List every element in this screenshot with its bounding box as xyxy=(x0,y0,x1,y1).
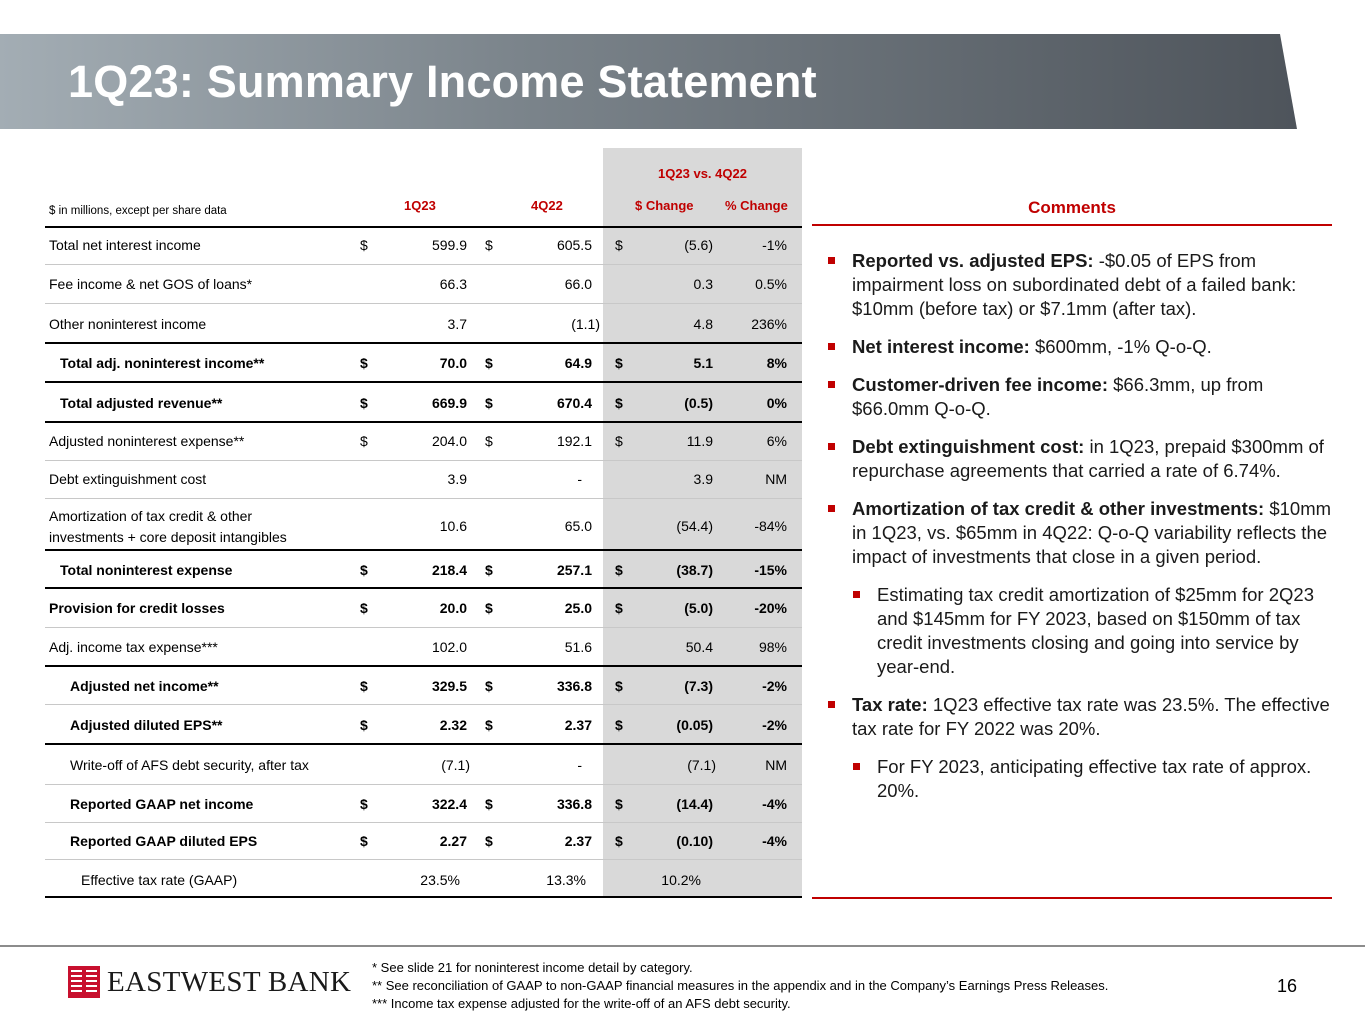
value-pct-change: -4% xyxy=(762,833,787,849)
value-pct-change: NM xyxy=(765,471,787,487)
change-group-header: 1Q23 vs. 4Q22 xyxy=(658,166,747,181)
value-1q23: 2.32 xyxy=(439,717,467,733)
footnote: *** Income tax expense adjusted for the write-off of an AFS debt security. xyxy=(372,996,791,1011)
value-4q22: 64.9 xyxy=(564,355,592,371)
list-item: Customer-driven fee income: $66.3mm, up from $66.0mm Q-o-Q. xyxy=(826,373,1336,421)
row-label: Other noninterest income xyxy=(49,316,207,332)
value-pct-change: NM xyxy=(765,757,787,773)
page-title: 1Q23: Summary Income Statement xyxy=(68,56,817,107)
row-divider xyxy=(45,264,802,265)
value-4q22: - xyxy=(577,757,582,773)
table-bottom-border xyxy=(45,896,802,898)
value-1q23: 3.9 xyxy=(447,471,467,487)
row-divider xyxy=(45,627,802,628)
value-dollar-change: (7.3) xyxy=(684,678,713,694)
currency-sign: $ xyxy=(360,433,368,449)
value-pct-change: -2% xyxy=(762,678,787,694)
currency-sign: $ xyxy=(485,833,493,849)
logo-wordmark: EASTWEST BANK xyxy=(107,966,352,998)
value-4q22: 13.3% xyxy=(546,872,586,888)
currency-sign: $ xyxy=(360,600,368,616)
value-4q22: 2.37 xyxy=(564,833,592,849)
footnote: * See slide 21 for noninterest income detail by category. xyxy=(372,960,693,975)
currency-sign: $ xyxy=(485,237,493,253)
value-dollar-change: 4.8 xyxy=(693,316,713,332)
header-divider xyxy=(45,226,802,228)
currency-sign: $ xyxy=(485,796,493,812)
currency-sign: $ xyxy=(615,237,623,253)
row-divider xyxy=(45,549,802,551)
list-item: Reported vs. adjusted EPS: -$0.05 of EPS from impairment loss on subordinated debt of a failed bank: $10mm (before tax) or $7.1mm (after tax). xyxy=(826,249,1336,321)
value-dollar-change: (7.1) xyxy=(687,757,716,773)
row-label: Effective tax rate (GAAP) xyxy=(81,872,238,888)
value-dollar-change: 10.2% xyxy=(661,872,701,888)
value-1q23: 23.5% xyxy=(420,872,460,888)
units-note: $ in millions, except per share data xyxy=(49,205,227,217)
value-4q22: 192.1 xyxy=(556,433,592,449)
value-1q23: 10.6 xyxy=(439,518,467,534)
currency-sign: $ xyxy=(360,562,368,578)
value-4q22: 670.4 xyxy=(556,395,592,411)
currency-sign: $ xyxy=(360,395,368,411)
value-pct-change: 8% xyxy=(766,355,787,371)
list-item: Net interest income: $600mm, -1% Q-o-Q. xyxy=(826,335,1336,359)
east-west-bank-logo xyxy=(68,966,352,998)
value-pct-change: 236% xyxy=(751,316,787,332)
currency-sign: $ xyxy=(360,355,368,371)
currency-sign: $ xyxy=(615,395,623,411)
value-dollar-change: 11.9 xyxy=(686,433,713,449)
comments-bottom-rule xyxy=(812,897,1332,899)
currency-sign: $ xyxy=(485,433,493,449)
currency-sign: $ xyxy=(360,717,368,733)
currency-sign: $ xyxy=(615,433,623,449)
row-divider xyxy=(45,784,802,785)
row-divider xyxy=(45,303,802,304)
row-divider xyxy=(45,460,802,461)
row-divider xyxy=(45,859,802,860)
value-1q23: 329.5 xyxy=(431,678,467,694)
value-1q23: 599.9 xyxy=(431,237,467,253)
row-label: Amortization of tax credit & other xyxy=(49,508,253,524)
currency-sign: $ xyxy=(360,237,368,253)
currency-sign: $ xyxy=(615,717,623,733)
value-pct-change: -2% xyxy=(762,717,787,733)
row-label: Reported GAAP diluted EPS xyxy=(70,833,258,849)
currency-sign: $ xyxy=(485,717,493,733)
row-divider xyxy=(45,587,802,589)
currency-sign: $ xyxy=(360,796,368,812)
value-pct-change: -20% xyxy=(754,600,787,616)
value-dollar-change: 50.4 xyxy=(685,639,713,655)
value-1q23: 218.4 xyxy=(431,562,467,578)
value-1q23: 70.0 xyxy=(439,355,467,371)
value-1q23: (7.1) xyxy=(441,757,470,773)
value-dollar-change: (14.4) xyxy=(676,796,713,812)
value-dollar-change: 5.1 xyxy=(693,355,713,371)
value-pct-change: -1% xyxy=(762,237,787,253)
bank-logo-icon xyxy=(68,966,100,998)
row-label: Reported GAAP net income xyxy=(70,796,254,812)
list-item-sub: Estimating tax credit amortization of $25mm for 2Q23 and $145mm for FY 2023, based on $150mm of tax credit investments closing and going into service by year-end. xyxy=(851,583,1336,679)
row-divider xyxy=(45,498,802,499)
value-4q22: 336.8 xyxy=(556,796,592,812)
value-4q22: 65.0 xyxy=(564,518,592,534)
value-pct-change: -4% xyxy=(762,796,787,812)
list-item: Tax rate: 1Q23 effective tax rate was 23.5%. The effective tax rate for FY 2022 was 20%. xyxy=(826,693,1336,741)
page-number: 16 xyxy=(1277,976,1298,996)
row-divider xyxy=(45,822,802,823)
comments-top-rule xyxy=(812,224,1332,226)
currency-sign: $ xyxy=(360,833,368,849)
value-4q22: 25.0 xyxy=(564,600,592,616)
row-divider xyxy=(45,704,802,705)
list-item: Amortization of tax credit & other investments: $10mm in 1Q23, vs. $65mm in 4Q22: Q-o-Q variability reflects the impact of investments that close in a given period. xyxy=(826,497,1336,569)
value-4q22: 2.37 xyxy=(564,717,592,733)
currency-sign: $ xyxy=(485,600,493,616)
currency-sign: $ xyxy=(615,678,623,694)
value-1q23: 102.0 xyxy=(431,639,467,655)
row-label: Write-off of AFS debt security, after tax xyxy=(70,757,309,773)
row-label: Total noninterest expense xyxy=(60,562,233,578)
comments-title: Comments xyxy=(1028,198,1116,217)
value-4q22: 605.5 xyxy=(556,237,592,253)
row-label: Adjusted diluted EPS** xyxy=(70,717,223,733)
row-divider xyxy=(45,421,802,423)
row-label: Fee income & net GOS of loans* xyxy=(49,276,253,292)
value-1q23: 3.7 xyxy=(447,316,467,332)
value-pct-change: -15% xyxy=(754,562,787,578)
row-divider xyxy=(45,381,802,383)
value-4q22: 336.8 xyxy=(556,678,592,694)
row-label: Adj. income tax expense*** xyxy=(49,639,218,655)
currency-sign: $ xyxy=(485,395,493,411)
currency-sign: $ xyxy=(615,796,623,812)
value-dollar-change: (54.4) xyxy=(676,518,713,534)
value-pct-change: 0% xyxy=(766,395,787,411)
row-label: Adjusted noninterest expense** xyxy=(49,433,245,449)
currency-sign: $ xyxy=(615,833,623,849)
col-header-4q22: 4Q22 xyxy=(531,198,563,213)
col-header-1q23: 1Q23 xyxy=(404,198,436,213)
value-dollar-change: (0.10) xyxy=(676,833,713,849)
value-4q22: 66.0 xyxy=(564,276,592,292)
row-label: Total net interest income xyxy=(49,237,201,253)
currency-sign: $ xyxy=(485,355,493,371)
currency-sign: $ xyxy=(485,562,493,578)
value-dollar-change: (0.05) xyxy=(676,717,713,733)
value-dollar-change: 0.3 xyxy=(693,276,713,292)
value-dollar-change: 3.9 xyxy=(693,471,713,487)
value-dollar-change: (5.0) xyxy=(684,600,713,616)
currency-sign: $ xyxy=(360,678,368,694)
row-label: Total adj. noninterest income** xyxy=(60,355,265,371)
value-4q22: 257.1 xyxy=(556,562,592,578)
value-pct-change: 6% xyxy=(766,433,787,449)
currency-sign: $ xyxy=(615,355,623,371)
value-pct-change: 0.5% xyxy=(755,276,787,292)
footnote: ** See reconciliation of GAAP to non-GAAP financial measures in the appendix and in the Company’s Earnings Press Releases. xyxy=(372,978,1109,993)
row-divider xyxy=(45,665,802,667)
row-label: Adjusted net income** xyxy=(70,678,219,694)
value-4q22: 51.6 xyxy=(564,639,592,655)
value-1q23: 204.0 xyxy=(431,433,467,449)
list-item-sub: For FY 2023, anticipating effective tax rate of approx. 20%. xyxy=(851,755,1336,803)
currency-sign: $ xyxy=(615,562,623,578)
col-header-dollar-change: $ Change xyxy=(635,198,694,213)
row-label: Provision for credit losses xyxy=(49,600,225,616)
currency-sign: $ xyxy=(485,678,493,694)
value-pct-change: 98% xyxy=(758,639,787,655)
list-item: Debt extinguishment cost: in 1Q23, prepaid $300mm of repurchase agreements that carried a rate of 6.74%. xyxy=(826,435,1336,483)
footer-divider xyxy=(0,945,1365,947)
row-divider xyxy=(45,342,802,344)
row-label: Total adjusted revenue** xyxy=(60,395,223,411)
value-4q22: (1.1) xyxy=(571,316,600,332)
value-dollar-change: (38.7) xyxy=(676,562,713,578)
footnotes xyxy=(372,959,1108,1013)
value-1q23: 2.27 xyxy=(439,833,467,849)
value-1q23: 66.3 xyxy=(439,276,467,292)
value-4q22: - xyxy=(577,471,582,487)
value-pct-change: -84% xyxy=(754,518,787,534)
col-header-pct-change: % Change xyxy=(725,198,788,213)
value-1q23: 669.9 xyxy=(431,395,467,411)
row-label-line2: investments + core deposit intangibles xyxy=(49,529,287,545)
currency-sign: $ xyxy=(615,600,623,616)
row-label: Debt extinguishment cost xyxy=(49,471,207,487)
value-1q23: 322.4 xyxy=(431,796,467,812)
row-divider xyxy=(45,743,802,745)
comments-list xyxy=(826,249,1336,817)
value-1q23: 20.0 xyxy=(439,600,467,616)
value-dollar-change: (5.6) xyxy=(684,237,713,253)
value-dollar-change: (0.5) xyxy=(684,395,713,411)
